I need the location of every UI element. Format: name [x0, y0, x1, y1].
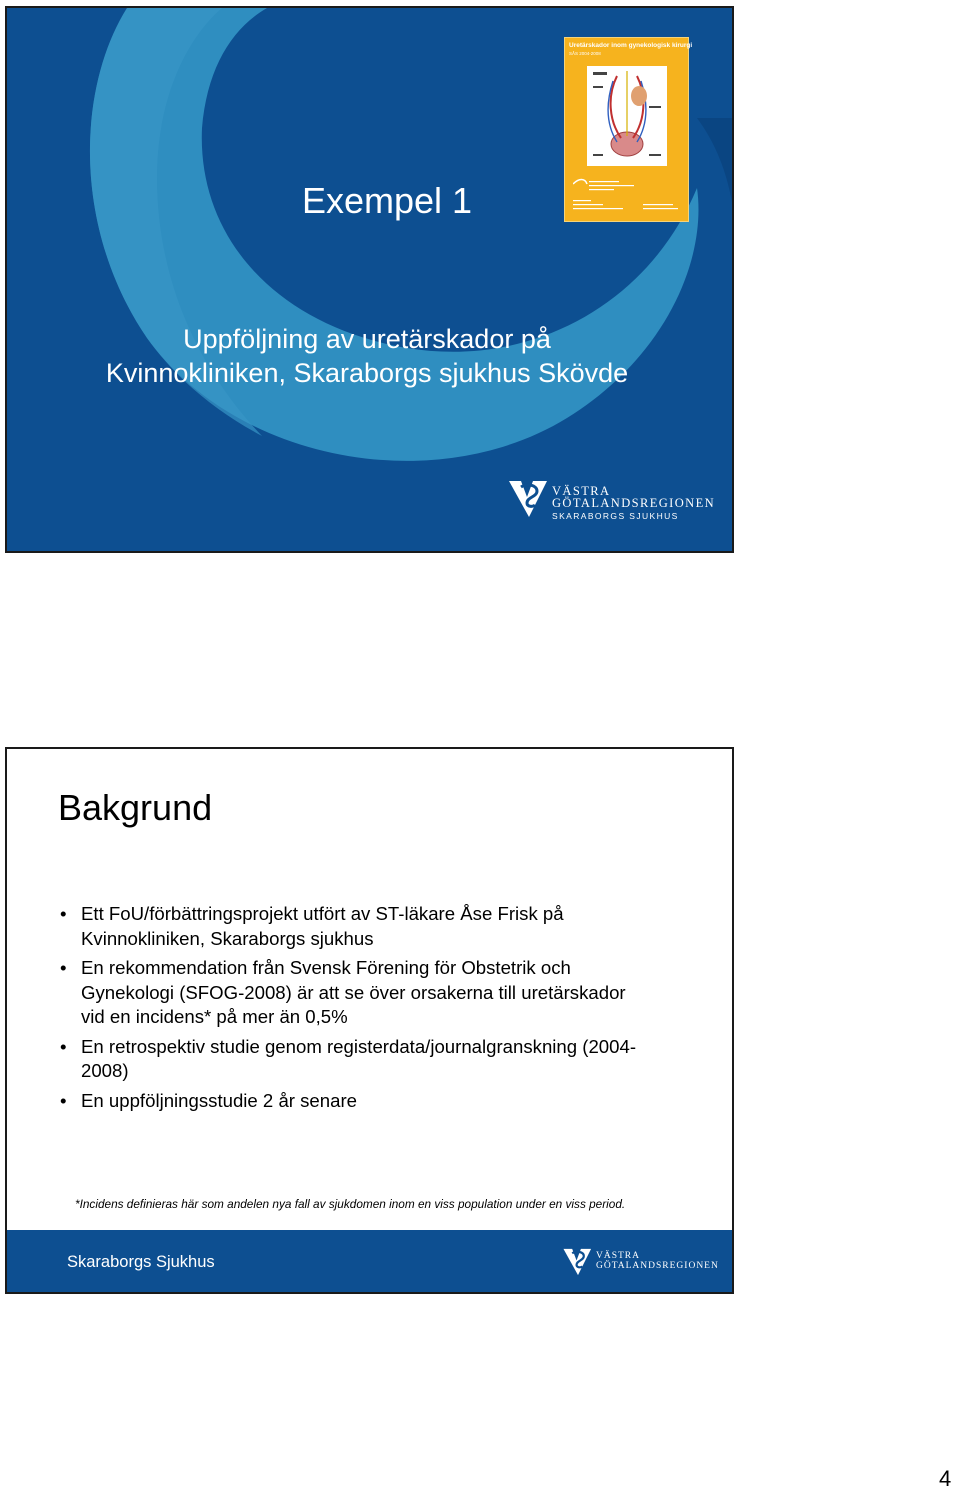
bullet-icon: • — [60, 957, 67, 978]
bullet-text-line: En retrospektiv studie genom registerdata/journalgranskning (2004- — [81, 1035, 637, 1057]
footer-logo-text-vastra: VÄSTRA — [596, 1251, 641, 1261]
subtitle-line-2: Kvinnokliniken, Skaraborgs sjukhus Skövde — [105, 358, 629, 388]
footer-vgr-logo — [562, 1246, 719, 1283]
bullet-text-line: En rekommendation från Svensk Förening för Obstetrik och — [81, 957, 571, 978]
logo-text-vastra: VÄSTRA — [552, 484, 611, 498]
list-item — [55, 1035, 695, 1084]
footnote: *Incidens definieras här som andelen nya fall av sjukdomen inom en viss population under en viss period. — [75, 1197, 626, 1211]
footer-logo-text-gotalandsregionen: GÖTALANDSREGIONEN — [596, 1261, 719, 1271]
report-cover-image — [564, 37, 693, 222]
background-slide — [5, 747, 734, 1294]
slide-heading: Bakgrund — [58, 787, 213, 828]
page-number: 4 — [939, 1466, 952, 1491]
bullet-text-line: En uppföljningsstudie 2 år senare — [81, 1089, 357, 1111]
slide-subtitle — [47, 322, 687, 390]
footer-label: Skaraborgs Sjukhus — [67, 1253, 215, 1271]
bullet-text-line: Ett FoU/förbättringsprojekt utfört av ST-läkare Åse Frisk på — [81, 903, 564, 924]
bullet-text-line: 2008) — [81, 1060, 129, 1081]
logo-text-skaraborgs-sjukhus: SKARABORGS SJUKHUS — [552, 511, 679, 521]
logo-text-gotalandsregionen: GÖTALANDSREGIONEN — [552, 496, 716, 510]
title-slide — [5, 6, 734, 553]
bullet-text-line: vid en incidens* på mer än 0,5% — [81, 1006, 348, 1027]
list-item — [55, 1089, 695, 1114]
report-cover-title: Uretärskador inom gynekologisk kirurgi — [569, 42, 693, 49]
vgr-emblem-icon — [507, 477, 551, 521]
list-item — [55, 902, 695, 951]
bullet-icon: • — [60, 1035, 67, 1057]
slide-title: Exempel 1 — [301, 180, 473, 221]
bullet-text-line: Gynekologi (SFOG-2008) är att se över orsakerna till uretärskador — [81, 981, 626, 1003]
anatomy-illustration — [587, 66, 667, 166]
bullet-list — [55, 902, 695, 1118]
report-cover-date: SÅS 2004-2008 — [569, 51, 601, 56]
bullet-text-line: Kvinnokliniken, Skaraborgs sjukhus — [81, 927, 374, 949]
vgr-logo — [507, 477, 716, 526]
bullet-icon: • — [60, 903, 67, 924]
bullet-icon: • — [60, 1089, 67, 1111]
list-item — [55, 956, 695, 1030]
report-cover-details — [573, 178, 683, 218]
vgr-emblem-icon — [562, 1246, 594, 1278]
slide-footer — [7, 1230, 732, 1292]
subtitle-line-1: Uppföljning av uretärskador på — [183, 324, 551, 354]
